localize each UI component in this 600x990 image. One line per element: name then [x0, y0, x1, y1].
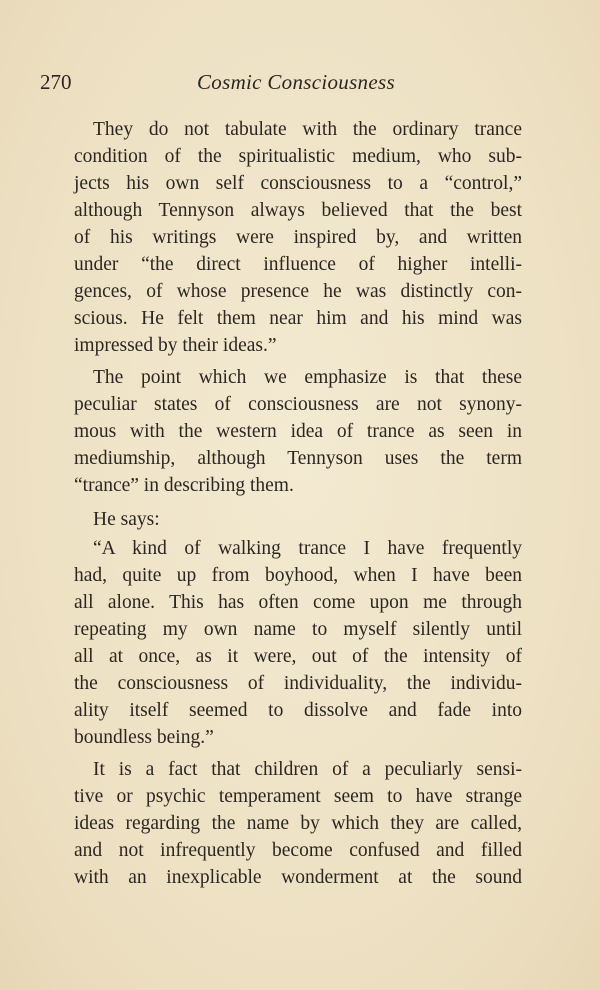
text-line: condition of the spiritualistic medium, who sub-: [74, 146, 522, 167]
page-number: 270: [40, 70, 72, 94]
running-title: Cosmic Consciousness: [197, 70, 395, 94]
text-line: had, quite up from boyhood, when I have been: [74, 565, 522, 586]
text-line: impressed by their ideas.”: [74, 335, 277, 356]
text-line: tive or psychic temperament seem to have strange: [74, 786, 522, 807]
text-line: mous with the western idea of trance as seen in: [74, 421, 522, 442]
text-line: It is a fact that children of a peculiarly sensi-: [93, 759, 522, 780]
text-line: with an inexplicable wonderment at the sound: [74, 867, 522, 888]
text-line: repeating my own name to myself silently until: [74, 619, 522, 640]
text-line: boundless being.”: [74, 727, 214, 748]
text-line: “trance” in describing them.: [74, 475, 294, 496]
text-line: all at once, as it were, out of the intensity of: [74, 646, 522, 667]
text-line: although Tennyson always believed that the best: [74, 200, 522, 221]
text-line: of his writings were inspired by, and written: [74, 227, 522, 248]
text-line: all alone. This has often come upon me through: [74, 592, 522, 613]
text-line: peculiar states of consciousness are not synony-: [74, 394, 522, 415]
text-line: The point which we emphasize is that these: [93, 367, 522, 388]
text-line: and not infrequently become confused and filled: [74, 840, 522, 861]
text-line: They do not tabulate with the ordinary trance: [93, 119, 522, 140]
text-line: “A kind of walking trance I have frequently: [93, 538, 522, 559]
text-line: mediumship, although Tennyson uses the term: [74, 448, 522, 469]
text-line: scious. He felt them near him and his mind was: [74, 308, 522, 329]
text-line: jects his own self consciousness to a “control,”: [74, 173, 522, 194]
text-line: ideas regarding the name by which they are called,: [74, 813, 522, 834]
text-line: He says:: [93, 509, 160, 530]
text-line: the consciousness of individuality, the individu-: [74, 673, 522, 694]
text-line: under “the direct influence of higher intelli-: [74, 254, 522, 275]
text-line: ality itself seemed to dissolve and fade into: [74, 700, 522, 721]
text-line: gences, of whose presence he was distinctly con-: [74, 281, 522, 302]
